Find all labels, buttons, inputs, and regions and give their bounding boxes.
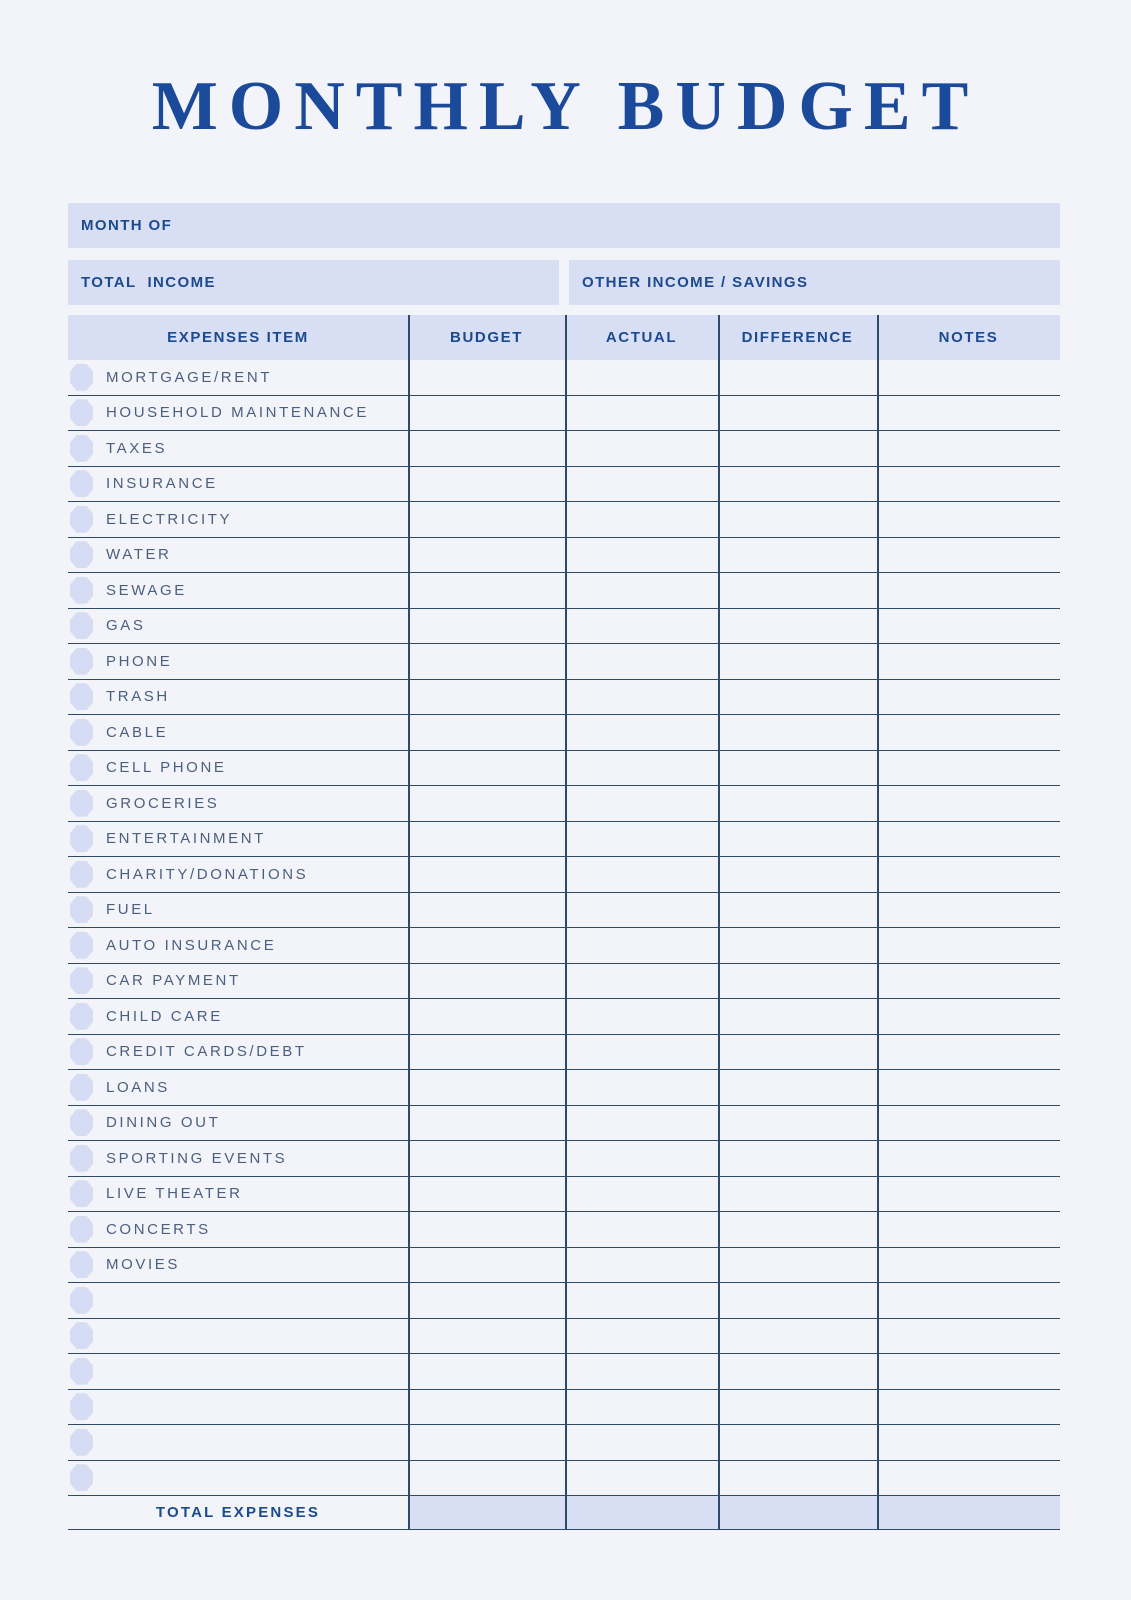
expense-item-cell — [68, 1248, 408, 1283]
actual-cell[interactable] — [565, 1141, 718, 1176]
table-row — [68, 1354, 1060, 1390]
table-row — [68, 1035, 1060, 1071]
octagon-bullet-icon — [70, 1145, 93, 1172]
actual-cell[interactable] — [565, 1212, 718, 1247]
budget-cell[interactable] — [408, 1248, 565, 1283]
table-row — [68, 1177, 1060, 1213]
expense-item-label: WATER — [106, 546, 172, 564]
budget-cell[interactable] — [408, 1319, 565, 1354]
notes-cell[interactable] — [877, 396, 1060, 431]
budget-cell[interactable] — [408, 1212, 565, 1247]
budget-cell[interactable] — [408, 573, 565, 608]
table-row — [68, 1390, 1060, 1426]
expense-item-label: CHILD CARE — [106, 1007, 223, 1025]
actual-cell[interactable] — [565, 573, 718, 608]
expense-item-label: SEWAGE — [106, 581, 187, 599]
table-row — [68, 928, 1060, 964]
actual-cell[interactable] — [565, 751, 718, 786]
actual-cell[interactable] — [565, 1106, 718, 1141]
difference-cell[interactable] — [718, 1354, 877, 1389]
difference-cell[interactable] — [718, 1283, 877, 1318]
octagon-bullet-icon — [70, 1322, 93, 1349]
expense-item-label: TRASH — [106, 688, 170, 706]
budget-cell[interactable] — [408, 538, 565, 573]
octagon-bullet-icon — [70, 1251, 93, 1278]
actual-cell[interactable] — [565, 1425, 718, 1460]
budget-cell[interactable] — [408, 467, 565, 502]
notes-cell[interactable] — [877, 1319, 1060, 1354]
octagon-bullet-icon — [70, 577, 93, 604]
difference-cell[interactable] — [718, 786, 877, 821]
notes-cell[interactable] — [877, 928, 1060, 963]
expense-item-cell — [68, 1319, 408, 1354]
table-row — [68, 1212, 1060, 1248]
notes-cell[interactable] — [877, 538, 1060, 573]
expense-item-cell — [68, 786, 408, 821]
table-body — [68, 360, 1060, 1496]
notes-cell[interactable] — [877, 1070, 1060, 1105]
actual-cell[interactable] — [565, 999, 718, 1034]
difference-cell[interactable] — [718, 1177, 877, 1212]
total-actual-cell[interactable] — [565, 1496, 718, 1529]
table-row — [68, 857, 1060, 893]
difference-cell[interactable] — [718, 360, 877, 395]
notes-cell[interactable] — [877, 999, 1060, 1034]
notes-cell[interactable] — [877, 893, 1060, 928]
table-row — [68, 680, 1060, 716]
column-header-expenses-item: EXPENSES ITEM — [167, 329, 309, 346]
actual-cell[interactable] — [565, 502, 718, 537]
expense-item-cell — [68, 1283, 408, 1318]
expense-item-label: GAS — [106, 617, 146, 635]
notes-cell[interactable] — [877, 431, 1060, 466]
octagon-bullet-icon — [70, 861, 93, 888]
column-divider — [565, 315, 567, 1529]
budget-cell[interactable] — [408, 822, 565, 857]
notes-cell[interactable] — [877, 467, 1060, 502]
table-row — [68, 964, 1060, 1000]
table-row — [68, 502, 1060, 538]
expense-item-cell — [68, 431, 408, 466]
actual-cell[interactable] — [565, 857, 718, 892]
difference-cell[interactable] — [718, 573, 877, 608]
notes-cell[interactable] — [877, 715, 1060, 750]
notes-cell[interactable] — [877, 1354, 1060, 1389]
difference-cell[interactable] — [718, 1141, 877, 1176]
octagon-bullet-icon — [70, 896, 93, 923]
octagon-bullet-icon — [70, 648, 93, 675]
budget-cell[interactable] — [408, 680, 565, 715]
actual-cell[interactable] — [565, 1283, 718, 1318]
table-row — [68, 573, 1060, 609]
octagon-bullet-icon — [70, 1429, 93, 1456]
table-row — [68, 1425, 1060, 1461]
budget-cell[interactable] — [408, 893, 565, 928]
difference-cell[interactable] — [718, 396, 877, 431]
octagon-bullet-icon — [70, 1287, 93, 1314]
octagon-bullet-icon — [70, 364, 93, 391]
expense-item-cell — [68, 467, 408, 502]
expense-item-cell — [68, 644, 408, 679]
budget-cell[interactable] — [408, 1283, 565, 1318]
difference-cell[interactable] — [718, 964, 877, 999]
budget-cell[interactable] — [408, 609, 565, 644]
table-header-row — [68, 315, 1060, 360]
budget-cell[interactable] — [408, 1354, 565, 1389]
difference-cell[interactable] — [718, 644, 877, 679]
actual-cell[interactable] — [565, 1354, 718, 1389]
difference-cell[interactable] — [718, 822, 877, 857]
expense-item-cell — [68, 1141, 408, 1176]
octagon-bullet-icon — [70, 612, 93, 639]
expense-item-cell — [68, 1106, 408, 1141]
budget-cell[interactable] — [408, 715, 565, 750]
octagon-bullet-icon — [70, 1003, 93, 1030]
notes-cell[interactable] — [877, 644, 1060, 679]
actual-cell[interactable] — [565, 1035, 718, 1070]
expense-item-label: CABLE — [106, 723, 169, 741]
notes-cell[interactable] — [877, 573, 1060, 608]
expense-item-label: CELL PHONE — [106, 759, 227, 777]
table-row — [68, 1106, 1060, 1142]
expense-item-cell — [68, 1212, 408, 1247]
actual-cell[interactable] — [565, 538, 718, 573]
actual-cell[interactable] — [565, 964, 718, 999]
difference-cell[interactable] — [718, 1212, 877, 1247]
budget-cell[interactable] — [408, 1425, 565, 1460]
notes-cell[interactable] — [877, 1177, 1060, 1212]
expense-item-cell — [68, 502, 408, 537]
actual-cell[interactable] — [565, 1070, 718, 1105]
octagon-bullet-icon — [70, 683, 93, 710]
budget-cell[interactable] — [408, 396, 565, 431]
notes-cell[interactable] — [877, 786, 1060, 821]
expense-item-cell — [68, 893, 408, 928]
table-row — [68, 786, 1060, 822]
expense-item-label: AUTO INSURANCE — [106, 936, 277, 954]
expense-item-label: LOANS — [106, 1078, 170, 1096]
table-row — [68, 360, 1060, 396]
budget-cell[interactable] — [408, 751, 565, 786]
expense-item-label: FUEL — [106, 901, 155, 919]
expense-item-cell — [68, 1070, 408, 1105]
octagon-bullet-icon — [70, 435, 93, 462]
table-row — [68, 751, 1060, 787]
octagon-bullet-icon — [70, 754, 93, 781]
table-row — [68, 1319, 1060, 1355]
difference-cell[interactable] — [718, 1390, 877, 1425]
expense-item-label: TAXES — [106, 439, 168, 457]
octagon-bullet-icon — [70, 719, 93, 746]
notes-cell[interactable] — [877, 1283, 1060, 1318]
column-header-budget: BUDGET — [450, 329, 523, 346]
difference-cell[interactable] — [718, 999, 877, 1034]
actual-cell[interactable] — [565, 715, 718, 750]
budget-cell[interactable] — [408, 1141, 565, 1176]
expense-item-label: PHONE — [106, 652, 173, 670]
expense-item-cell — [68, 964, 408, 999]
table-row — [68, 431, 1060, 467]
month-of-label: MONTH OF — [81, 217, 173, 234]
budget-cell[interactable] — [408, 360, 565, 395]
table-row — [68, 1461, 1060, 1497]
octagon-bullet-icon — [70, 1038, 93, 1065]
octagon-bullet-icon — [70, 825, 93, 852]
table-row — [68, 467, 1060, 503]
notes-cell[interactable] — [877, 1390, 1060, 1425]
other-income-savings-field[interactable] — [569, 260, 1060, 305]
notes-cell[interactable] — [877, 1461, 1060, 1496]
budget-cell[interactable] — [408, 502, 565, 537]
octagon-bullet-icon — [70, 1464, 93, 1491]
actual-cell[interactable] — [565, 609, 718, 644]
expense-item-label: ENTERTAINMENT — [106, 830, 266, 848]
actual-cell[interactable] — [565, 1319, 718, 1354]
expense-item-label: GROCERIES — [106, 794, 220, 812]
table-row — [68, 999, 1060, 1035]
octagon-bullet-icon — [70, 1109, 93, 1136]
expense-item-label: SPORTING EVENTS — [106, 1149, 288, 1167]
expense-item-label: DINING OUT — [106, 1114, 221, 1132]
expense-item-cell — [68, 573, 408, 608]
expense-item-label: INSURANCE — [106, 475, 218, 493]
expense-item-cell — [68, 1035, 408, 1070]
notes-cell[interactable] — [877, 751, 1060, 786]
expense-item-cell — [68, 360, 408, 395]
actual-cell[interactable] — [565, 822, 718, 857]
expense-item-cell — [68, 1177, 408, 1212]
total-income-label: TOTAL INCOME — [81, 274, 216, 291]
expense-item-cell — [68, 609, 408, 644]
expense-item-cell — [68, 999, 408, 1034]
budget-cell[interactable] — [408, 1035, 565, 1070]
budget-cell[interactable] — [408, 431, 565, 466]
notes-cell[interactable] — [877, 857, 1060, 892]
octagon-bullet-icon — [70, 790, 93, 817]
table-row — [68, 644, 1060, 680]
difference-cell[interactable] — [718, 1319, 877, 1354]
notes-cell[interactable] — [877, 609, 1060, 644]
difference-cell[interactable] — [718, 467, 877, 502]
expense-item-cell — [68, 715, 408, 750]
notes-cell[interactable] — [877, 502, 1060, 537]
month-of-field[interactable] — [68, 203, 1060, 248]
actual-cell[interactable] — [565, 644, 718, 679]
actual-cell[interactable] — [565, 396, 718, 431]
budget-cell[interactable] — [408, 1070, 565, 1105]
total-income-field[interactable] — [68, 260, 559, 305]
actual-cell[interactable] — [565, 1461, 718, 1496]
column-header-difference: DIFFERENCE — [741, 329, 854, 346]
budget-cell[interactable] — [408, 857, 565, 892]
octagon-bullet-icon — [70, 1358, 93, 1385]
actual-cell[interactable] — [565, 467, 718, 502]
difference-cell[interactable] — [718, 1248, 877, 1283]
difference-cell[interactable] — [718, 1106, 877, 1141]
expense-item-label: CREDIT CARDS/DEBT — [106, 1043, 307, 1061]
column-divider — [408, 315, 410, 1529]
total-expenses-row — [68, 1496, 1060, 1530]
difference-cell[interactable] — [718, 751, 877, 786]
expense-item-label: CAR PAYMENT — [106, 972, 241, 990]
table-row — [68, 609, 1060, 645]
actual-cell[interactable] — [565, 928, 718, 963]
difference-cell[interactable] — [718, 431, 877, 466]
notes-cell[interactable] — [877, 680, 1060, 715]
expense-item-cell — [68, 822, 408, 857]
notes-cell[interactable] — [877, 1106, 1060, 1141]
table-row — [68, 893, 1060, 929]
table-row — [68, 822, 1060, 858]
difference-cell[interactable] — [718, 502, 877, 537]
difference-cell[interactable] — [718, 1070, 877, 1105]
expense-item-cell — [68, 1390, 408, 1425]
expense-item-cell — [68, 1461, 408, 1496]
expense-item-cell — [68, 1354, 408, 1389]
other-income-savings-label: OTHER INCOME / SAVINGS — [582, 274, 809, 291]
octagon-bullet-icon — [70, 932, 93, 959]
expense-item-label: MOVIES — [106, 1256, 180, 1274]
octagon-bullet-icon — [70, 1074, 93, 1101]
budget-cell[interactable] — [408, 999, 565, 1034]
octagon-bullet-icon — [70, 967, 93, 994]
actual-cell[interactable] — [565, 1390, 718, 1425]
notes-cell[interactable] — [877, 964, 1060, 999]
budget-cell[interactable] — [408, 1106, 565, 1141]
actual-cell[interactable] — [565, 786, 718, 821]
budget-cell[interactable] — [408, 644, 565, 679]
table-row — [68, 1283, 1060, 1319]
expense-item-label: MORTGAGE/RENT — [106, 368, 273, 386]
octagon-bullet-icon — [70, 399, 93, 426]
notes-cell[interactable] — [877, 1248, 1060, 1283]
expense-item-label: CHARITY/DONATIONS — [106, 865, 309, 883]
expense-item-cell — [68, 396, 408, 431]
difference-cell[interactable] — [718, 715, 877, 750]
difference-cell[interactable] — [718, 1461, 877, 1496]
octagon-bullet-icon — [70, 1216, 93, 1243]
expense-item-cell — [68, 751, 408, 786]
table-row — [68, 715, 1060, 751]
table-row — [68, 396, 1060, 432]
notes-cell[interactable] — [877, 1141, 1060, 1176]
expenses-table — [68, 315, 1060, 1529]
difference-cell[interactable] — [718, 893, 877, 928]
notes-cell[interactable] — [877, 1212, 1060, 1247]
expense-item-label: LIVE THEATER — [106, 1185, 243, 1203]
table-row — [68, 538, 1060, 574]
octagon-bullet-icon — [70, 541, 93, 568]
table-row — [68, 1248, 1060, 1284]
actual-cell[interactable] — [565, 893, 718, 928]
budget-cell[interactable] — [408, 1461, 565, 1496]
difference-cell[interactable] — [718, 1035, 877, 1070]
difference-cell[interactable] — [718, 680, 877, 715]
octagon-bullet-icon — [70, 1393, 93, 1420]
page-title: MONTHLY BUDGET — [151, 68, 980, 145]
notes-cell[interactable] — [877, 1425, 1060, 1460]
budget-cell[interactable] — [408, 964, 565, 999]
expense-item-label: HOUSEHOLD MAINTENANCE — [106, 404, 369, 422]
total-notes-cell[interactable] — [877, 1496, 1060, 1529]
expense-item-cell — [68, 1425, 408, 1460]
expense-item-label: CONCERTS — [106, 1220, 211, 1238]
total-budget-cell[interactable] — [408, 1496, 565, 1529]
table-row — [68, 1070, 1060, 1106]
actual-cell[interactable] — [565, 680, 718, 715]
octagon-bullet-icon — [70, 470, 93, 497]
expense-item-cell — [68, 680, 408, 715]
budget-cell[interactable] — [408, 786, 565, 821]
difference-cell[interactable] — [718, 857, 877, 892]
actual-cell[interactable] — [565, 431, 718, 466]
total-difference-cell[interactable] — [718, 1496, 877, 1529]
column-divider — [718, 315, 720, 1529]
difference-cell[interactable] — [718, 928, 877, 963]
difference-cell[interactable] — [718, 1425, 877, 1460]
column-header-actual: ACTUAL — [605, 329, 678, 346]
octagon-bullet-icon — [70, 1180, 93, 1207]
total-expenses-label: TOTAL EXPENSES — [155, 1503, 321, 1521]
notes-cell[interactable] — [877, 1035, 1060, 1070]
actual-cell[interactable] — [565, 360, 718, 395]
actual-cell[interactable] — [565, 1177, 718, 1212]
expense-item-cell — [68, 928, 408, 963]
budget-cell[interactable] — [408, 1390, 565, 1425]
difference-cell[interactable] — [718, 609, 877, 644]
actual-cell[interactable] — [565, 1248, 718, 1283]
notes-cell[interactable] — [877, 360, 1060, 395]
budget-cell[interactable] — [408, 928, 565, 963]
expense-item-cell — [68, 857, 408, 892]
octagon-bullet-icon — [70, 506, 93, 533]
difference-cell[interactable] — [718, 538, 877, 573]
notes-cell[interactable] — [877, 822, 1060, 857]
column-header-notes: NOTES — [938, 329, 999, 346]
expense-item-label: ELECTRICITY — [106, 510, 233, 528]
budget-cell[interactable] — [408, 1177, 565, 1212]
expense-item-cell — [68, 538, 408, 573]
column-divider — [877, 315, 879, 1529]
table-row — [68, 1141, 1060, 1177]
